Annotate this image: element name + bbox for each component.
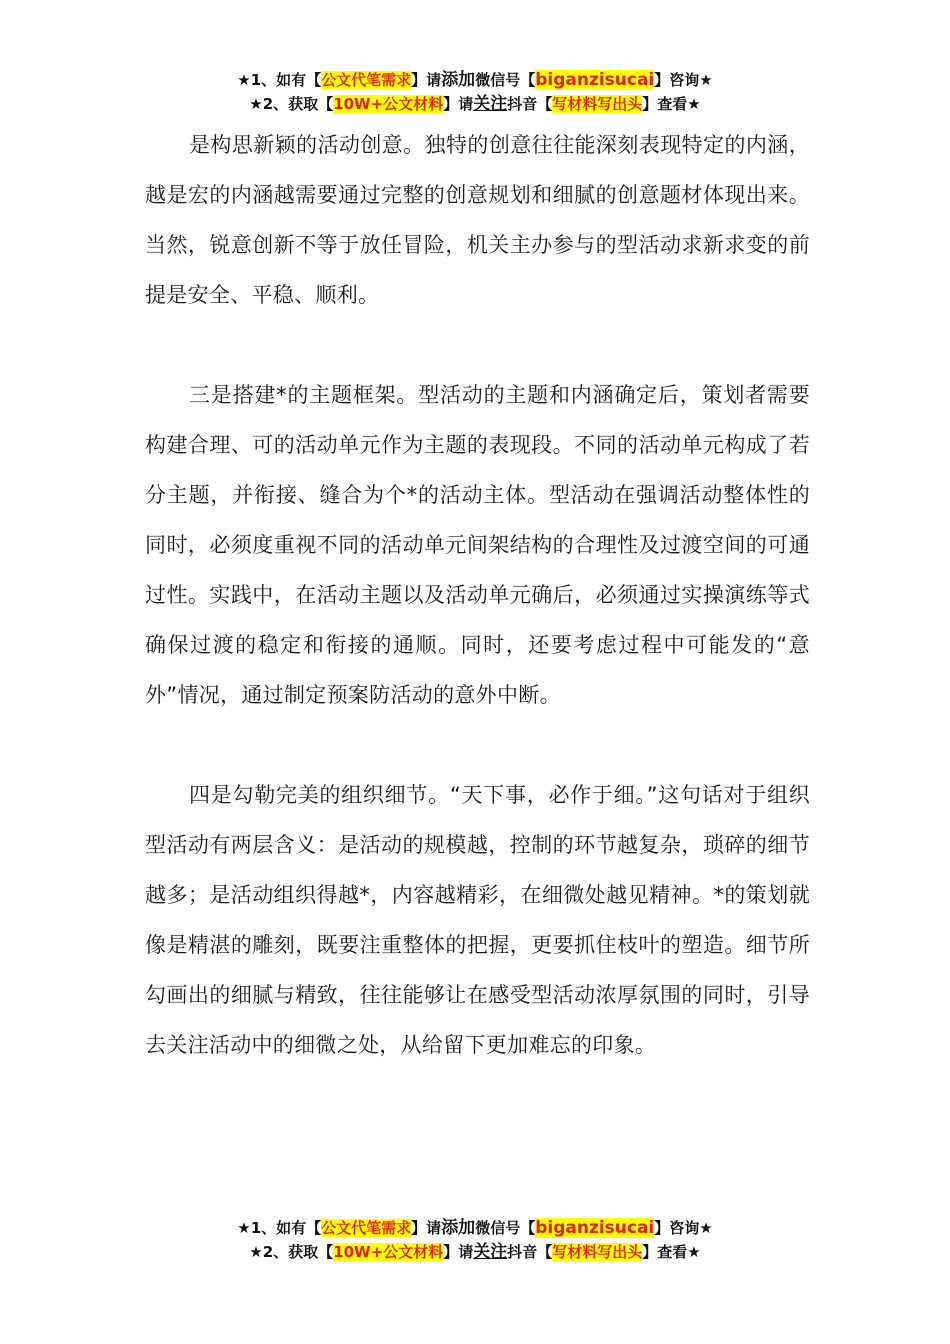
promo-text: ★2、获取【	[249, 95, 334, 113]
document-body	[145, 120, 810, 1070]
promo-text: 微信号【	[475, 71, 536, 89]
promo-text: 抖音【	[507, 95, 553, 113]
promo-text: 微信号【	[475, 1219, 536, 1237]
promo-text: 】咨询★	[654, 71, 713, 89]
promo-highlight: 公文代笔需求	[321, 71, 412, 89]
douyin-id-highlight: 写材料写出头	[552, 95, 643, 113]
promo-text: 】请	[411, 1219, 442, 1237]
promo-text: 】请	[411, 71, 442, 89]
promo-text: 】咨询★	[654, 1219, 713, 1237]
paragraph-creativity: 是构思新颖的活动创意。独特的创意往往能深刻表现特定的内涵，越是宏的内涵越需要通过完整的创意规划和细腻的创意题材体现出来。当然，锐意创新不等于放任冒险，机关主办参与的型活动求新求变的前提是安全、平稳、顺利。	[145, 133, 810, 307]
promo-text: ★1、如有【	[237, 1219, 322, 1237]
promo-highlight: 10W+公文材料	[333, 1243, 444, 1261]
paragraph-spacer	[145, 720, 810, 770]
promo-text: 抖音【	[507, 1243, 553, 1261]
paragraph-spacer	[145, 320, 810, 370]
promo-emphasis: 添加	[441, 70, 476, 90]
paragraph-framework: 三是搭建*的主题框架。型活动的主题和内涵确定后，策划者需要构建合理、可的活动单元作为主题的表现段。不同的活动单元构成了若分主题，并衔接、缝合为个*的活动主体。型活动在强调活动整体性的同时，必须度重视不同的活动单元间架结构的合理性及过渡空间的可通过性。实践中，在活动主题以及活动单元确后，必须通过实操演练等式确保过渡的稳定和衔接的通顺。同时，还要考虑过程中可能发的“意外”情况，通过制定预案防活动的意外中断。	[145, 383, 810, 707]
promo-text: 】请	[443, 1243, 474, 1261]
promo-text: 】请	[443, 95, 474, 113]
wechat-id-highlight: biganzisucai	[535, 1218, 655, 1238]
promo-highlight: 公文代笔需求	[321, 1219, 412, 1237]
promo-line-1	[0, 68, 950, 92]
promo-line-2	[0, 1240, 950, 1264]
promo-emphasis: 关注	[473, 1242, 508, 1262]
paragraph-details: 四是勾勒完美的组织细节。“天下事，必作于细。”这句话对于组织型活动有两层含义：是活动的规模越，控制的环节越复杂，琐碎的细节越多；是活动组织得越*，内容越精彩，在细微处越见精神。*的策划就像是精湛的雕刻，既要注重整体的把握，更要抓住枝叶的塑造。细节所勾画出的细腻与精致，往往能够让在感受型活动浓厚氛围的同时，引导去关注活动中的细微之处，从给留下更加难忘的印象。	[145, 783, 810, 1057]
footer-promo-banner	[0, 1216, 950, 1264]
wechat-id-highlight: biganzisucai	[535, 70, 655, 90]
promo-emphasis: 添加	[441, 1218, 476, 1238]
douyin-id-highlight: 写材料写出头	[552, 1243, 643, 1261]
promo-text: 】查看★	[642, 1243, 701, 1261]
promo-highlight: 10W+公文材料	[333, 95, 444, 113]
promo-line-2	[0, 92, 950, 116]
promo-text: 】查看★	[642, 95, 701, 113]
promo-emphasis: 关注	[473, 94, 508, 114]
promo-text: ★1、如有【	[237, 71, 322, 89]
promo-line-1	[0, 1216, 950, 1240]
header-promo-banner	[0, 68, 950, 116]
promo-text: ★2、获取【	[249, 1243, 334, 1261]
